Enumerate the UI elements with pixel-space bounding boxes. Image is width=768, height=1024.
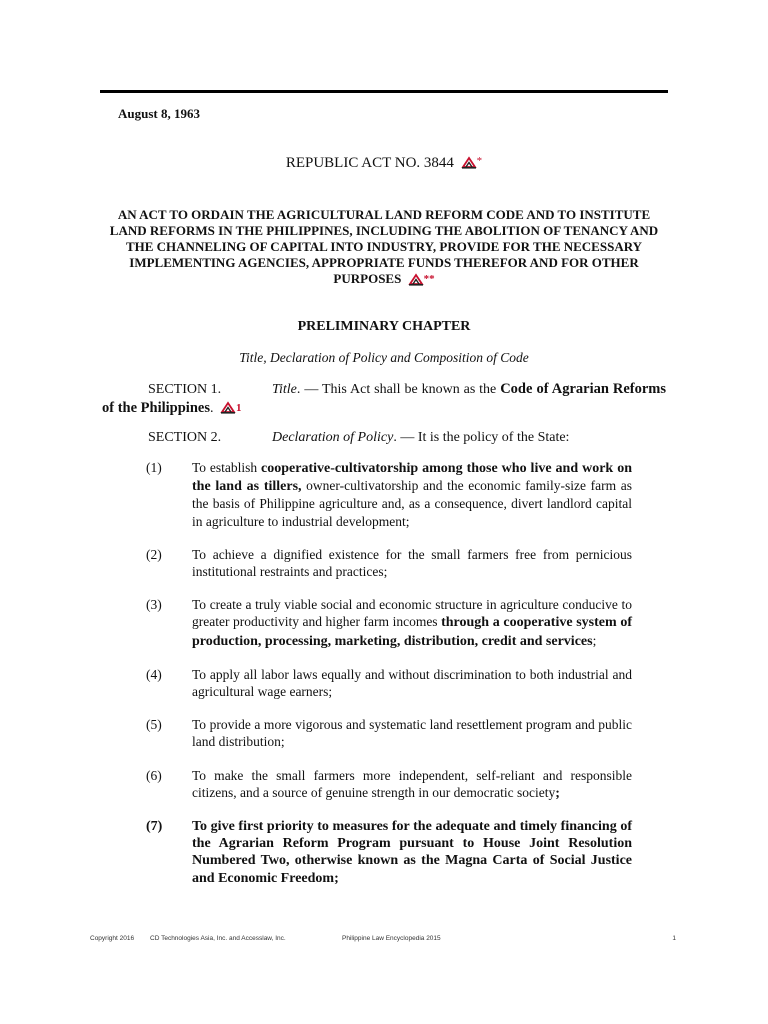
chapter-subtitle: Title, Declaration of Policy and Composition of Code xyxy=(239,350,529,365)
item-text-post: ; xyxy=(592,632,597,648)
chapter-title: PRELIMINARY CHAPTER xyxy=(297,319,471,334)
policy-list xyxy=(146,459,632,903)
section-1 xyxy=(102,380,666,418)
item-number: (1) xyxy=(146,460,162,475)
footer-page-number: 1 xyxy=(672,935,676,942)
item-text-pre: To establish xyxy=(192,460,262,475)
section-2 xyxy=(102,429,666,447)
title-footnote-mark[interactable]: * xyxy=(476,155,483,167)
item-text-bold: cooperative-cultivatorship among those who live and work on the land as tillers, xyxy=(192,461,632,495)
item-number: (3) xyxy=(146,597,162,613)
section-2-label: SECTION 2. xyxy=(148,430,222,445)
item-text: To achieve a dignified existence for the small farmers free from pernicious institutional restraints and practices; xyxy=(192,546,632,580)
top-rule xyxy=(100,90,668,93)
section-1-code-name-a: Code of Agrarian xyxy=(500,381,609,397)
long-title-text: AN ACT TO ORDAIN THE AGRICULTURAL LAND REFORM CODE AND TO INSTITUTE LAND REFORMS IN THE PHILIPPINES, INCLUDING THE ABOLITION OF TENANCY AND THE CHANNELING OF CAPITAL INTO INDUSTRY, PROVIDE FOR THE NECESSARY IMPLEMENTING AGENCIES, APPROPRIATE FUNDS THEREFOR AND FOR OTHER PURPOSES xyxy=(109,207,659,286)
list-item xyxy=(146,767,632,802)
list-item xyxy=(146,818,632,887)
item-number: (4) xyxy=(146,666,162,682)
item-text xyxy=(192,596,632,650)
item-text: To give first priority to measures for the adequate and timely financing of the Agrarian Reform Program pursuant to House Joint Resolution Numbered Two, otherwise known as the Magna Carta of Social Justice and Economic Freedom; xyxy=(192,819,632,886)
item-number: (2) xyxy=(146,546,162,562)
law-reference-icon[interactable] xyxy=(408,273,424,286)
section-2-heading: Declaration of Policy xyxy=(272,430,394,445)
item-text: To provide a more vigorous and systematic land resettlement program and public land distribution; xyxy=(192,717,632,750)
item-text-pre: To create a truly viable social and economic structure in agriculture conducive to greater productivity and higher farm incomes xyxy=(192,597,632,630)
footer-publisher: CD Technologies Asia, Inc. and Accesslaw, Inc. xyxy=(150,935,286,942)
section-1-code-name-b: Reforms of the Philippines xyxy=(102,381,667,416)
long-title-footnote-mark[interactable]: ** xyxy=(423,273,435,285)
footer-encyclopedia: Philippine Law Encyclopedia 2015 xyxy=(342,935,441,942)
item-text-bold: through a cooperative system of production, processing, marketing, distribution, credit and services xyxy=(192,615,632,649)
item-text-bold: ; xyxy=(555,785,560,801)
list-item xyxy=(146,666,632,700)
act-title: REPUBLIC ACT NO. 3844 xyxy=(285,155,454,171)
item-text: To apply all labor laws equally and without discrimination to both industrial and agricultural wage earners; xyxy=(192,666,632,700)
item-number: (7) xyxy=(146,819,163,835)
section-1-text: . — This Act shall be known as the xyxy=(296,382,501,397)
list-item xyxy=(146,596,632,650)
item-number: (5) xyxy=(146,717,162,733)
section-2-text: . — It is the policy of the State: xyxy=(393,430,570,445)
item-text xyxy=(192,767,632,802)
page-footer xyxy=(90,935,676,947)
list-item xyxy=(146,716,632,750)
item-text-post: owner-cultivatorship and the economic family-size farm as the basis of Philippine agriculture and, as a consequence, divert landlord capital in agriculture to industrial development; xyxy=(192,478,632,529)
act-title-line xyxy=(0,155,768,172)
act-date: August 8, 1963 xyxy=(118,106,200,121)
act-long-title xyxy=(100,207,668,287)
section-1-heading: Title xyxy=(272,382,297,397)
section-1-end: . xyxy=(209,401,214,416)
law-reference-icon[interactable] xyxy=(220,401,236,414)
section-1-footnote[interactable]: 1 xyxy=(235,402,242,414)
item-number: (6) xyxy=(146,767,162,783)
footer-copyright: Copyright 2016 xyxy=(90,935,135,942)
law-reference-icon[interactable] xyxy=(461,156,477,169)
list-item xyxy=(146,459,632,530)
section-1-label: SECTION 1. xyxy=(148,382,222,397)
list-item xyxy=(146,546,632,580)
item-text xyxy=(192,459,632,530)
item-text-pre: To make the small farmers more independent, self-reliant and responsible citizens, and a source of genuine strength in our democratic society xyxy=(192,767,632,800)
